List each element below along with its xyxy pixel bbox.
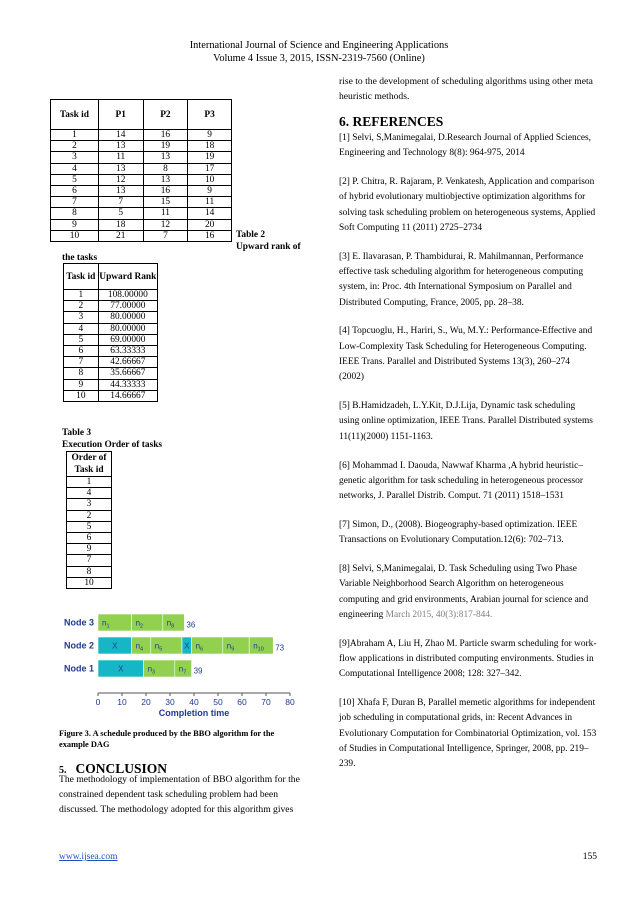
- completion-time-label: 73: [275, 643, 285, 653]
- table-cell: 18: [98, 219, 143, 230]
- table-row: [51, 230, 232, 241]
- gantt-bar-label: $n_9$: [226, 641, 235, 653]
- reference-8-text: [8] Selvi, S,Manimegalai, D. Task Scheduling using Two Phase Variable Neighborhood Search Algorithm on heterogeneous computing and grid environments, Arabian journal for science and engineering: [339, 564, 589, 620]
- table-row: [64, 390, 158, 401]
- continued-paragraph: rise to the development of scheduling algorithms using other meta heuristic methods.: [339, 76, 593, 102]
- table-cell: 3: [64, 312, 99, 323]
- table-cell: 9: [188, 185, 232, 196]
- table-cell: 4: [64, 323, 99, 334]
- figure-caption: Figure 3. A schedule produced by the BBO algorithm for the example DAG: [59, 729, 275, 749]
- table-cell: 19: [188, 152, 232, 163]
- gantt-bar-label: $n_3$: [147, 664, 156, 676]
- table-cell: 14: [98, 130, 143, 141]
- table-cell: 10: [188, 174, 232, 185]
- table-cell: 18: [188, 141, 232, 152]
- table-cell: 13: [143, 174, 188, 185]
- journal-title: International Journal of Science and Engineering Applications: [189, 40, 449, 51]
- reference-item: [2] P. Chitra, R. Rajaram, P. Venkatesh, Application and comparison of hybrid evolutionary multiobjective optimization algorithms for solving task scheduling problem on heterogeneous systems, Applied Soft Computing 11 (2011) 2725–2734: [339, 177, 596, 233]
- gantt-bar-label-subscript: 6: [200, 646, 204, 653]
- table-row: [64, 345, 158, 356]
- table-row: [64, 357, 158, 368]
- gantt-bar-label: $n_1$: [102, 618, 110, 630]
- col-header: Upward Rank: [98, 264, 157, 290]
- x-tick-label: 10: [117, 697, 127, 707]
- gantt-bar-label-subscript: 7: [183, 669, 187, 676]
- journal-volume: Volume 4 Issue 3, 2015, ISSN-2319-7560 (Online): [213, 53, 425, 64]
- table-cell: 13: [98, 163, 143, 174]
- table-cell: 44.33333: [98, 379, 157, 390]
- table-cell: 11: [98, 152, 143, 163]
- schedule-gantt-svg: [58, 604, 298, 722]
- gantt-bar-label: $n_7$: [178, 664, 187, 676]
- computation-cost-table: [50, 99, 232, 242]
- reference-item: [3] E. Ilavarasan, P. Thambidurai, R. Mahilmannan, Performance effective task scheduling algorithm for heterogeneous computing system, in: Proc. 4th International Symposium on Parallel and Distributed Computing, France, 2005, pp. 28–38.: [339, 251, 584, 308]
- reference-8-tail: March 2015, 40(3):817-844.: [383, 609, 493, 620]
- table-cell: 7: [98, 197, 143, 208]
- table-cell: 9: [188, 130, 232, 141]
- table-row: [64, 312, 158, 323]
- reference-item: [6] Mohammad I. Daouda, Nawwaf Kharma ,A hybrid heuristic–genetic algorithm for task scheduling in heterogeneous processor networks, J. Parallel Distrib. Comput. 71 (2011) 1518–1531: [339, 460, 583, 502]
- section-number: 5.: [59, 765, 67, 776]
- table-row: [51, 141, 232, 152]
- reference-item: [7] Simon, D., (2008). Biogeography-based optimization. IEEE Transactions on Evolutionary Computation.12(6): 702–713.: [339, 519, 578, 546]
- table-cell: 2: [67, 510, 112, 521]
- table-cell: 1: [51, 130, 99, 141]
- col-header: Task id: [51, 100, 99, 130]
- table-cell: 12: [98, 174, 143, 185]
- table-row: [51, 130, 232, 141]
- table-cell: 21: [98, 230, 143, 241]
- table-cell: 12: [143, 219, 188, 230]
- journal-header: [0, 39, 638, 65]
- table-cell: 10: [64, 390, 99, 401]
- x-axis-title: Completion time: [158, 708, 230, 718]
- table-cell: 5: [51, 174, 99, 185]
- gantt-bar-label-subscript: 5: [159, 646, 163, 653]
- table-cell: 3: [51, 152, 99, 163]
- table3-label: Table 3: [62, 428, 92, 438]
- table-cell: 42.66667: [98, 357, 157, 368]
- table-cell: 8: [64, 368, 99, 379]
- table-cell: 17: [188, 163, 232, 174]
- gantt-bar-label: $n_6$: [195, 641, 204, 653]
- gantt-bar-label: $n_{10}$: [253, 641, 264, 653]
- reference-item: [9]Abraham A, Liu H, Zhao M. Particle swarm scheduling for work-flow applications in distributed computing environments. Studies in Computational Intelligence 2008; 128: 327–342.: [339, 638, 597, 680]
- table-row: [51, 185, 232, 196]
- gantt-bar-label: X: [118, 664, 124, 674]
- gantt-bar-label-subscript: 8: [171, 623, 175, 630]
- table3-title: Execution Order of tasks: [62, 440, 163, 450]
- table-cell: 77.00000: [98, 301, 157, 312]
- gantt-bar-label: $n_5$: [154, 641, 163, 653]
- gantt-bar-label-subscript: 2: [140, 623, 144, 630]
- table-cell: 6: [67, 532, 112, 543]
- table-cell: 7: [51, 197, 99, 208]
- table-cell: 13: [98, 141, 143, 152]
- table-row: [51, 163, 232, 174]
- table-cell: 13: [143, 152, 188, 163]
- gantt-bar-label-subscript: 4: [140, 646, 144, 653]
- table-cell: 7: [67, 555, 112, 566]
- x-tick-label: 30: [165, 697, 175, 707]
- table-row: [67, 566, 112, 577]
- gantt-bar-label: $n_8$: [166, 618, 175, 630]
- table-cell: 80.00000: [98, 312, 157, 323]
- x-tick-label: 70: [261, 697, 271, 707]
- table-row: [67, 544, 112, 555]
- table-row: [64, 334, 158, 345]
- col-header: P3: [188, 100, 232, 130]
- table-cell: 8: [51, 208, 99, 219]
- table-cell: 80.00000: [98, 323, 157, 334]
- footer-url[interactable]: www.ijsea.com: [59, 852, 118, 862]
- conclusion-text: The methodology of implementation of BBO algorithm for the constrained dependent task scheduling problem had been discussed. The methodology adopted for this algorithm gives: [59, 774, 300, 815]
- table-cell: 13: [98, 185, 143, 196]
- table-cell: 7: [64, 357, 99, 368]
- table-cell: 5: [67, 521, 112, 532]
- reference-item: [4] Topcuoglu, H., Hariri, S., Wu, M.Y.: Performance-Effective and Low-Complexity Task Scheduling for Heterogeneous Computing. IEEE Trans. Parallel and Distributed Systems 13(3), 260–274 (2002): [339, 326, 593, 383]
- table-cell: 6: [64, 345, 99, 356]
- table-row: [64, 379, 158, 390]
- node-label: Node 3: [63, 617, 94, 628]
- table-cell: 9: [64, 379, 99, 390]
- table-row: [51, 152, 232, 163]
- table-row: [67, 521, 112, 532]
- table-row: [67, 577, 112, 588]
- table-cell: 8: [143, 163, 188, 174]
- table-cell: 10: [51, 230, 99, 241]
- gantt-bar-label-subscript: 1: [106, 623, 110, 630]
- x-tick-label: 50: [213, 697, 223, 707]
- table-cell: 5: [98, 208, 143, 219]
- table-cell: 63.33333: [98, 345, 157, 356]
- execution-order-table: [66, 451, 112, 589]
- table-row: [67, 532, 112, 543]
- reference-item: [5] B.Hamidzadeh, L.Y.Kit, D.J.Lija, Dynamic task scheduling using online optimization, IEEE Trans. Parallel Distributed systems 11(11)(2000) 1151-1163.: [339, 401, 593, 442]
- x-tick-label: 20: [141, 697, 151, 707]
- table-cell: 15: [143, 197, 188, 208]
- x-tick-label: 80: [285, 697, 295, 707]
- gantt-bar-label: $n_4$: [135, 641, 144, 653]
- gantt-bar-label: $n_2$: [135, 618, 144, 630]
- reference-item: [10] Xhafa F, Duran B, Parallel memetic algorithms for independent job scheduling in computational grids, in: Recent Advances in Evolutionary Computation for Combinatorial Optimization, vol. 153 of Studies in Computational Intelligence, Springer, 2008, pp. 219–239.: [339, 698, 597, 770]
- x-tick-label: 60: [237, 697, 247, 707]
- table3-caption: [62, 427, 162, 451]
- table-cell: 8: [67, 566, 112, 577]
- page-number: 155: [582, 852, 597, 862]
- table-cell: 35.66667: [98, 368, 157, 379]
- table-cell: 16: [143, 130, 188, 141]
- table-cell: 14.66667: [98, 390, 157, 401]
- completion-time-label: 36: [186, 620, 196, 630]
- col-header: Order of Task id: [67, 452, 112, 477]
- node-label: Node 1: [63, 663, 94, 674]
- x-tick-label: 40: [189, 697, 199, 707]
- table-cell: 9: [67, 544, 112, 555]
- table-cell: 1: [67, 477, 112, 488]
- table2-caption: [236, 229, 301, 253]
- table-row: [67, 488, 112, 499]
- table-row: [51, 197, 232, 208]
- schedule-chart: [58, 604, 298, 722]
- table-cell: 20: [188, 219, 232, 230]
- table-row: [64, 290, 158, 301]
- col-header: P2: [143, 100, 188, 130]
- section-title: CONCLUSION: [75, 761, 168, 776]
- table-cell: 16: [143, 185, 188, 196]
- table2-title-continued: the tasks: [62, 253, 98, 263]
- col-header: Task id: [64, 264, 99, 290]
- node-label: Node 2: [63, 640, 94, 651]
- table-cell: 11: [188, 197, 232, 208]
- table-cell: 5: [64, 334, 99, 345]
- table-cell: 16: [188, 230, 232, 241]
- references-list: [339, 131, 597, 773]
- table2-label: Table 2: [236, 230, 266, 240]
- table-cell: 10: [67, 577, 112, 588]
- table-row: [64, 301, 158, 312]
- gantt-bar-label: X: [184, 641, 190, 651]
- reference-item: [1] Selvi, S,Manimegalai, D.Research Journal of Applied Sciences, Engineering and Technology 8(8): 964-975, 2014: [339, 133, 592, 159]
- col-header: P1: [98, 100, 143, 130]
- table-cell: 11: [143, 208, 188, 219]
- table-cell: 4: [51, 163, 99, 174]
- gantt-bar-label-subscript: 10: [257, 646, 264, 653]
- table-row: [67, 510, 112, 521]
- table-cell: 108.00000: [98, 290, 157, 301]
- table-row: [64, 323, 158, 334]
- table-cell: 4: [67, 488, 112, 499]
- table-cell: 2: [64, 301, 99, 312]
- table-cell: 9: [51, 219, 99, 230]
- table-row: [64, 368, 158, 379]
- table-row: [67, 499, 112, 510]
- table-row: [51, 219, 232, 230]
- table-cell: 1: [64, 290, 99, 301]
- table-row: [67, 555, 112, 566]
- references-heading: 6. REFERENCES: [339, 114, 444, 129]
- table-row: [51, 174, 232, 185]
- gantt-bar-label: X: [112, 641, 118, 651]
- x-tick-label: 0: [95, 697, 101, 707]
- table-cell: 19: [143, 141, 188, 152]
- table-row: [67, 477, 112, 488]
- table-row: [51, 208, 232, 219]
- upward-rank-table: [63, 263, 158, 402]
- gantt-bar-label-subscript: 9: [231, 646, 235, 653]
- gantt-bar-label-subscript: 3: [152, 669, 156, 676]
- completion-time-label: 39: [193, 666, 203, 676]
- table2-title: Upward rank of: [236, 242, 301, 252]
- table-cell: 6: [51, 185, 99, 196]
- table-cell: 7: [143, 230, 188, 241]
- table-cell: 69.00000: [98, 334, 157, 345]
- reference-item-8: [339, 562, 597, 623]
- table-cell: 3: [67, 499, 112, 510]
- table-cell: 14: [188, 208, 232, 219]
- table-cell: 2: [51, 141, 99, 152]
